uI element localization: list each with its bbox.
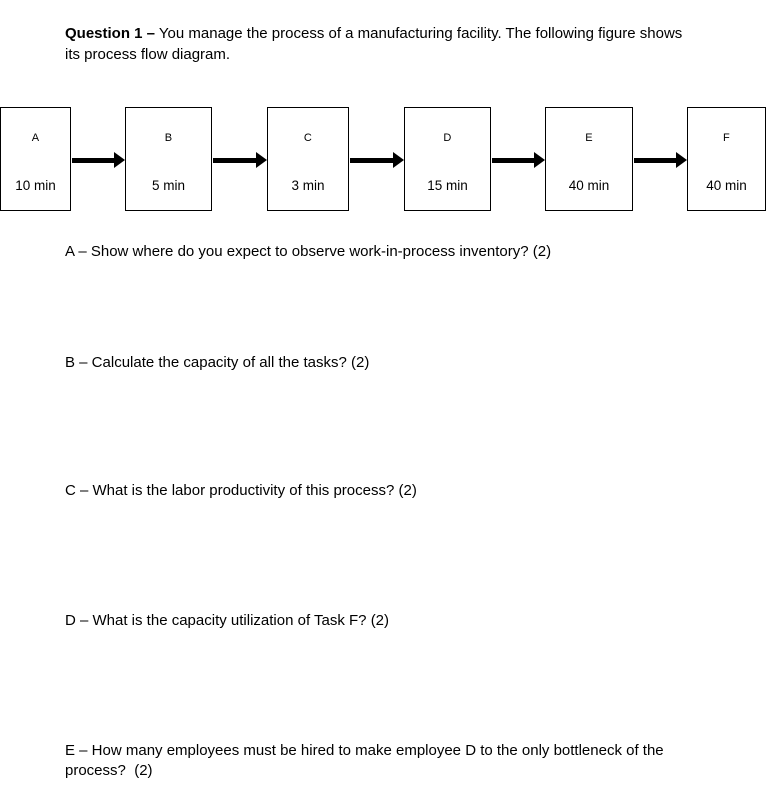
arrow-shaft — [72, 158, 115, 163]
flow-arrow-icon — [72, 152, 125, 168]
task-box-d — [404, 107, 491, 211]
question-d: D – What is the capacity utilization of Task F? (2) — [65, 612, 390, 629]
flow-arrow-icon — [213, 152, 267, 168]
question-b: B – Calculate the capacity of all the tasks? (2) — [65, 354, 370, 371]
task-box-a — [0, 107, 71, 211]
task-label: F — [723, 132, 730, 144]
question-a: A – Show where do you expect to observe work-in-process inventory? (2) — [65, 243, 552, 260]
arrow-shaft — [634, 158, 677, 163]
task-label: D — [443, 132, 452, 144]
arrow-shaft — [492, 158, 535, 163]
arrow-shaft — [350, 158, 394, 163]
task-box-f — [687, 107, 766, 211]
question-number: Question 1 – — [65, 25, 156, 42]
task-time: 10 min — [15, 178, 56, 193]
task-label: E — [585, 132, 593, 144]
flow-arrow-icon — [634, 152, 687, 168]
question-header — [65, 23, 685, 65]
task-time: 5 min — [151, 178, 185, 193]
task-time: 3 min — [291, 178, 325, 193]
task-label: B — [164, 132, 173, 144]
task-box-e — [545, 107, 633, 211]
task-box-b — [125, 107, 212, 211]
task-time: 15 min — [427, 178, 468, 193]
arrow-head-icon — [256, 152, 267, 168]
arrow-head-icon — [676, 152, 687, 168]
arrow-head-icon — [534, 152, 545, 168]
task-time: 40 min — [568, 178, 610, 193]
arrow-head-icon — [114, 152, 125, 168]
arrow-head-icon — [393, 152, 404, 168]
task-time: 40 min — [706, 178, 747, 193]
flow-arrow-icon — [350, 152, 404, 168]
task-label: C — [303, 132, 313, 144]
flow-arrow-icon — [492, 152, 545, 168]
question-e: E – How many employees must be hired to make employee D to the only bottleneck of the process? (2) — [65, 742, 668, 779]
task-box-c — [267, 107, 349, 211]
question-c: C – What is the labor productivity of this process? (2) — [65, 482, 417, 499]
question-intro-text: You manage the process of a manufacturing facility. The following figure shows its process flow diagram. — [65, 25, 683, 63]
task-label: A — [31, 132, 40, 144]
arrow-shaft — [213, 158, 257, 163]
